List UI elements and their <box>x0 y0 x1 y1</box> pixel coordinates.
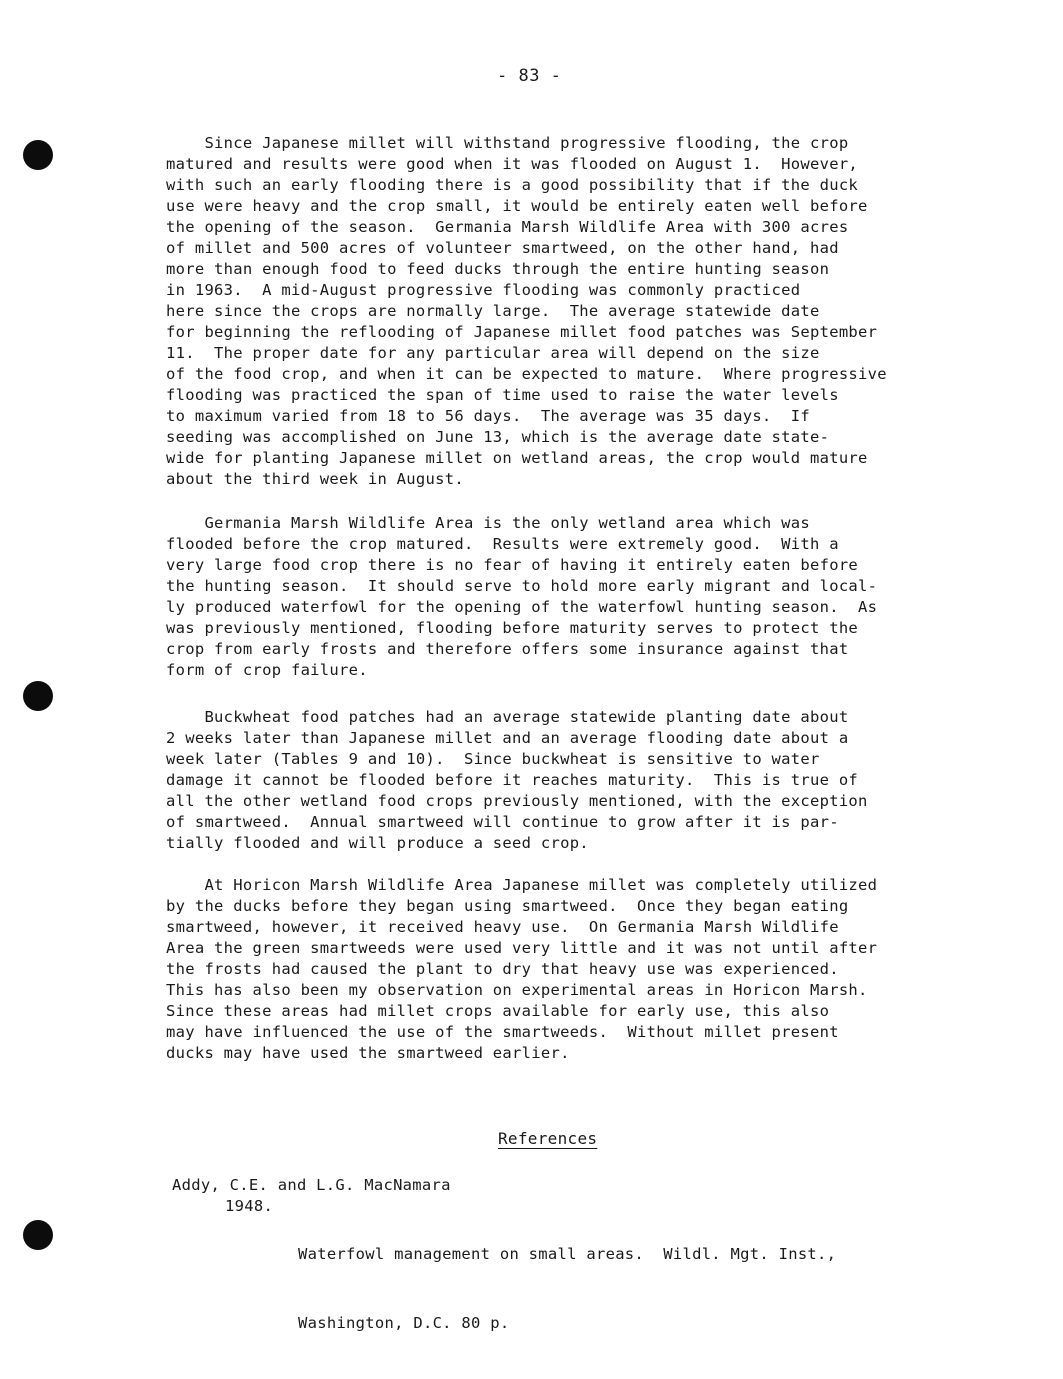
text-line: seeding was accomplished on June 13, which is the average date state- <box>166 428 830 446</box>
text-line: form of crop failure. <box>166 661 368 679</box>
text-line: the frosts had caused the plant to dry that heavy use was experienced. <box>166 960 839 978</box>
text-line: very large food crop there is no fear of having it entirely eaten before <box>166 556 859 574</box>
punch-hole-top <box>23 140 53 170</box>
text-line: flooding was practiced the span of time used to raise the water levels <box>166 386 839 404</box>
text-line: of the food crop, and when it can be expected to mature. Where progressive <box>166 365 887 383</box>
text-line: Since Japanese millet will withstand progressive flooding, the crop <box>166 134 849 152</box>
reference-year: 1948. <box>225 1197 274 1215</box>
text-line: crop from early frosts and therefore offers some insurance against that <box>166 640 849 658</box>
text-line: to maximum varied from 18 to 56 days. The average was 35 days. If <box>166 407 810 425</box>
text-line: about the third week in August. <box>166 470 464 488</box>
text-line: may have influenced the use of the smartweeds. Without millet present <box>166 1023 839 1041</box>
text-line: week later (Tables 9 and 10). Since buckwheat is sensitive to water <box>166 750 820 768</box>
text-line: At Horicon Marsh Wildlife Area Japanese millet was completely utilized <box>166 876 878 894</box>
page-number: - 83 - <box>497 66 562 86</box>
references-heading: References <box>498 1129 598 1148</box>
reference-citation <box>298 1197 836 1358</box>
text-line: wide for planting Japanese millet on wetland areas, the crop would mature <box>166 449 868 467</box>
text-line: of smartweed. Annual smartweed will continue to grow after it is par- <box>166 813 839 831</box>
text-line: of millet and 500 acres of volunteer smartweed, on the other hand, had <box>166 239 839 257</box>
text-line: 11. The proper date for any particular area will depend on the size <box>166 344 820 362</box>
text-line: smartweed, however, it received heavy use. On Germania Marsh Wildlife <box>166 918 839 936</box>
text-line: This has also been my observation on experimental areas in Horicon Marsh. <box>166 981 868 999</box>
text-line: here since the crops are normally large. The average statewide date <box>166 302 820 320</box>
text-line: matured and results were good when it was flooded on August 1. However, <box>166 155 859 173</box>
text-line: more than enough food to feed ducks through the entire hunting season <box>166 260 830 278</box>
text-line: Area the green smartweeds were used very little and it was not until after <box>166 939 878 957</box>
text-line: was previously mentioned, flooding before maturity serves to protect the <box>166 619 859 637</box>
punch-hole-bottom <box>23 1220 53 1250</box>
text-line: Buckwheat food patches had an average statewide planting date about <box>166 708 849 726</box>
paragraph-buckwheat <box>166 707 966 854</box>
text-line: ducks may have used the smartweed earlier. <box>166 1044 570 1062</box>
text-line: the hunting season. It should serve to hold more early migrant and local- <box>166 577 878 595</box>
reference-authors: Addy, C.E. and L.G. MacNamara <box>172 1176 451 1194</box>
text-line: with such an early flooding there is a good possibility that if the duck <box>166 176 859 194</box>
text-line: 2 weeks later than Japanese millet and an average flooding date about a <box>166 729 849 747</box>
text-line: use were heavy and the crop small, it would be entirely eaten well before <box>166 197 868 215</box>
paragraph-japanese-millet-flooding <box>166 133 966 490</box>
text-line: all the other wetland food crops previously mentioned, with the exception <box>166 792 868 810</box>
text-line: ly produced waterfowl for the opening of the waterfowl hunting season. As <box>166 598 878 616</box>
text-line: flooded before the crop matured. Results were extremely good. With a <box>166 535 839 553</box>
paragraph-horicon-marsh <box>166 875 966 1064</box>
text-line: the opening of the season. Germania Marsh Wildlife Area with 300 acres <box>166 218 849 236</box>
text-line: tially flooded and will produce a seed crop. <box>166 834 589 852</box>
punch-hole-middle <box>23 681 53 711</box>
text-line: in 1963. A mid-August progressive flooding was commonly practiced <box>166 281 801 299</box>
text-line: Germania Marsh Wildlife Area is the only wetland area which was <box>166 514 810 532</box>
reference-citation-line: Washington, D.C. 80 p. <box>298 1314 510 1332</box>
text-line: by the ducks before they began using smartweed. Once they began eating <box>166 897 849 915</box>
paragraph-germania-marsh <box>166 513 966 681</box>
text-line: Since these areas had millet crops available for early use, this also <box>166 1002 830 1020</box>
text-line: for beginning the reflooding of Japanese millet food patches was September <box>166 323 878 341</box>
text-line: damage it cannot be flooded before it reaches maturity. This is true of <box>166 771 859 789</box>
reference-citation-line: Waterfowl management on small areas. Wildl. Mgt. Inst., <box>298 1245 837 1263</box>
